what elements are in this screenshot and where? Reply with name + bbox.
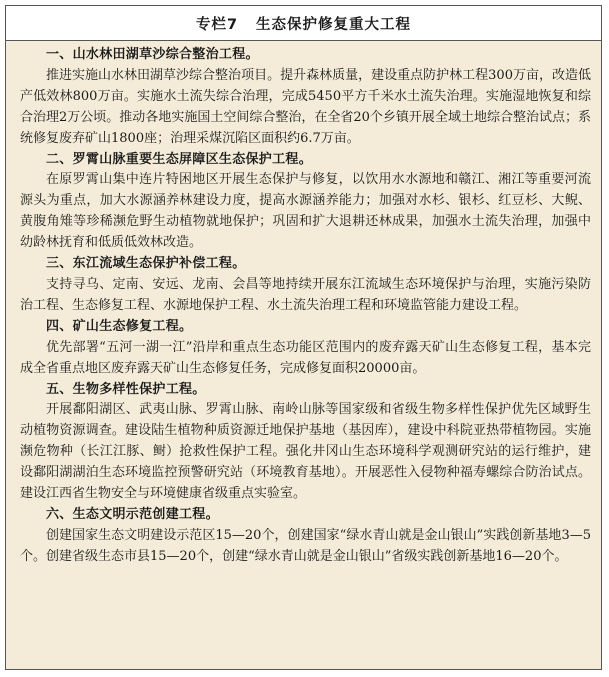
section-heading: 一、山水林田湖草沙综合整治工程。 <box>46 47 259 62</box>
section-body: 创建国家生态文明建设示范区15—20个，创建国家“绿水青山就是金山银山”实践创新基地3—5个。创建省级生态市县15—20个，创建“绿水青山就是金山银山”省级实践创新基地16—20个。 <box>20 527 591 564</box>
section-body: 开展鄱阳湖区、武夷山脉、罗霄山脉、南岭山脉等国家级和省级生物多样性保护优先区域野生动植物资源调查。建设陆生植物种质资源迁地保护基地（基因库），建设中科院亚热带植物园。实施濒危物种（长江江豚、鲥）抢救性保护工程。强化井冈山生态环境科学观测研究站的运行维护，建设鄱阳湖湖泊生态环境监控预警研究站（环境教育基地）。开展恶性入侵物种福寿螺综合防治试点。建设江西省生物安全与环境健康省级重点实验室。 <box>20 402 591 502</box>
section-heading: 五、生物多样性保护工程。 <box>46 381 206 397</box>
section-body: 推进实施山水林田湖草沙综合整治项目。提升森林质量，建设重点防护林工程300万亩，改造低产低效林800万亩。实施水土流失综合治理，完成5450平方千米水土流失治理。实施湿地恢复和综合治理2万公顷。推动各地实施国土空间综合整治，在全省20个乡镇开展全域土地综合整治试点；系统修复废弃矿山1800座；治理采煤沉陷区面积约6.7万亩。 <box>20 67 591 146</box>
box-title: 生态保护修复重大工程 <box>256 16 412 33</box>
box-content <box>6 41 601 568</box>
section-body: 支持寻乌、定南、安远、龙南、会昌等地持续开展东江流域生态环境保护与治理，实施污染防治工程、生态修复工程、水源地保护工程、水土流失治理工程和环境监管能力建设工程。 <box>20 276 591 313</box>
section-heading: 四、矿山生态修复工程。 <box>46 318 193 334</box>
feature-box <box>5 5 602 670</box>
section-heading: 六、生态文明示范创建工程。 <box>46 506 219 522</box>
section-heading: 三、东江流域生态保护补偿工程。 <box>46 256 246 272</box>
box-title-bar <box>6 6 601 41</box>
section-heading: 二、罗霄山脉重要生态屏障区生态保护工程。 <box>46 151 313 167</box>
column-label: 专栏7 <box>195 16 239 33</box>
section-body: 优先部署“五河一湖一江”沿岸和重点生态功能区范围内的废弃露天矿山生态修复工程，基本完成全省重点地区废弃露天矿山生态修复任务，完成修复面积20000亩。 <box>20 339 591 376</box>
section-body: 在原罗霄山集中连片特困地区开展生态保护与修复，以饮用水水源地和赣江、湘江等重要河流源头为重点，加大水源涵养林建设力度，提高水源涵养能力；加强对水杉、银杉、红豆杉、大鲵、黄腹角雉等珍稀濒危野生动植物就地保护；巩固和扩大退耕还林成果，加强水土流失治理，加强中幼龄林抚育和低质低效林改造。 <box>20 172 591 251</box>
